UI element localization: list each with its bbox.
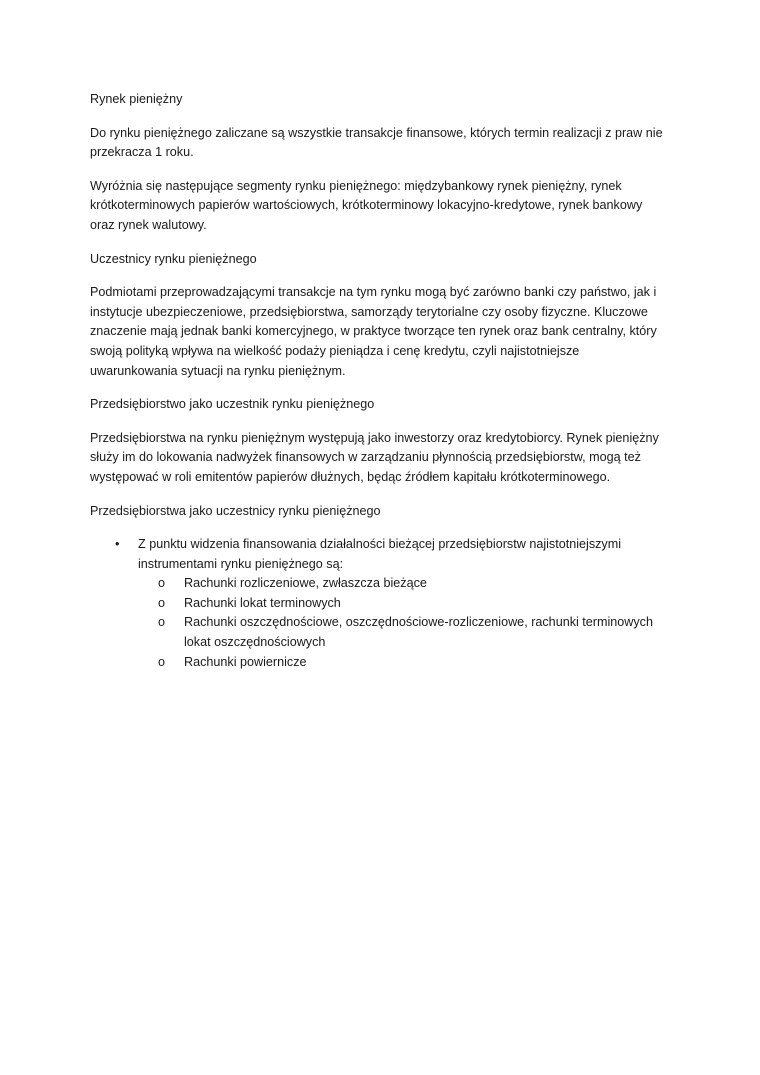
paragraph-definition: Do rynku pieniężnego zaliczane są wszystkie transakcje finansowe, których termin realizacji z praw nie przekracza 1 roku. xyxy=(90,125,663,160)
circle-bullet-icon: o xyxy=(158,576,166,591)
sub-list-item-text: Rachunki powiernicze xyxy=(184,654,307,669)
sub-list-item-text: Rachunki lokat terminowych xyxy=(184,595,341,610)
circle-bullet-icon: o xyxy=(158,615,166,630)
sub-list-item xyxy=(138,613,670,652)
sub-list-item-text: Rachunki oszczędnościowe, oszczędnościowe-rozliczeniowe, rachunki terminowych lokat oszczędnościowych xyxy=(184,615,653,650)
section-heading-uczestnicy: Uczestnicy rynku pieniężnego xyxy=(90,251,257,266)
bullet-list xyxy=(90,535,670,672)
document-body xyxy=(90,90,670,672)
sub-list-item xyxy=(138,574,670,594)
bullet-icon: • xyxy=(115,537,120,552)
sub-list-item-text: Rachunki rozliczeniowe, zwłaszcza bieżące xyxy=(184,576,427,591)
paragraph-participants: Podmiotami przeprowadzającymi transakcje na tym rynku mogą być zarówno banki czy państwo, jak i instytucje ubezpieczeniowe, przedsiębiorstwa, samorządy terytorialne czy osoby fizyczne. Kluczowe znaczenie mają jednak banki komercyjnego, w praktyce tworzące ten rynek oraz bank centralny, który swoją polityką wpływa na wielkość podaży pieniądza i cenę kredytu, czyli najistotniejsze uwarunkowania sytuacji na rynku pieniężnym. xyxy=(90,285,657,378)
circle-bullet-icon: o xyxy=(158,654,166,669)
section-heading-przedsiebiorstwa: Przedsiębiorstwa jako uczestnicy rynku pieniężnego xyxy=(90,503,381,518)
section-heading-przedsiebiorstwo: Przedsiębiorstwo jako uczestnik rynku pieniężnego xyxy=(90,397,375,412)
section-heading-rynek-pieniezny: Rynek pieniężny xyxy=(90,92,183,106)
paragraph-segments: Wyróżnia się następujące segmenty rynku pieniężnego: międzybankowy rynek pieniężny, rynek krótkoterminowych papierów wartościowych, krótkoterminowy lokacyjno-kredytowe, rynek bankowy oraz rynek walutowy. xyxy=(90,178,643,232)
sub-list xyxy=(138,574,670,672)
bullet-item xyxy=(90,535,670,672)
sub-list-item xyxy=(138,594,670,614)
circle-bullet-icon: o xyxy=(158,595,166,610)
bullet-item-text: Z punktu widzenia finansowania działalności bieżącej przedsiębiorstw najistotniejszymi instrumentami rynku pieniężnego są: xyxy=(138,537,622,571)
paragraph-enterprise-role: Przedsiębiorstwa na rynku pieniężnym występują jako inwestorzy oraz kredytobiorcy. Rynek pieniężny służy im do lokowania nadwyżek finansowych w zarządzaniu płynnością przedsiębiorstw, mogą też występować w roli emitentów papierów dłużnych, będąc źródłem kapitału krótkoterminowego. xyxy=(90,430,659,484)
sub-list-item xyxy=(138,653,670,673)
